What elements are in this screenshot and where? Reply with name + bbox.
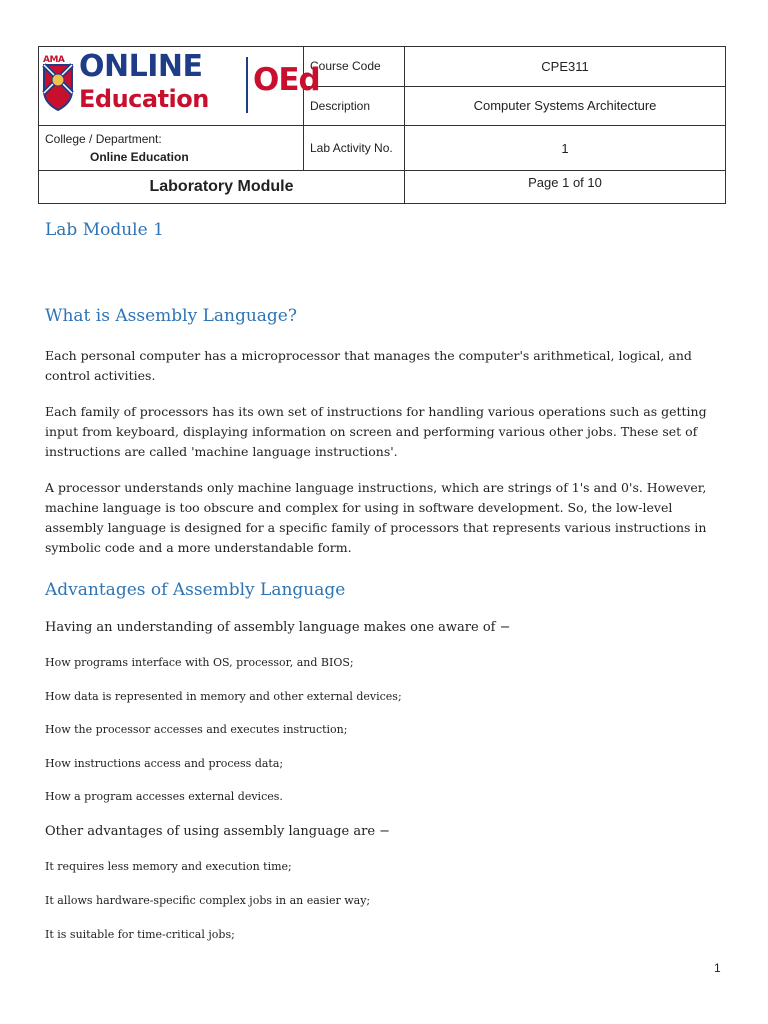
course-code-value: CPE311: [405, 47, 726, 87]
module-title: Laboratory Module: [39, 171, 405, 204]
online-education-logo: [39, 47, 320, 125]
course-header-table: [38, 46, 726, 204]
other-advantages-intro: Other advantages of using assembly language are −: [45, 824, 391, 839]
list-item: It allows hardware-specific complex jobs in an easier way;: [45, 894, 371, 907]
advantages-list: [45, 656, 402, 824]
list-item: How the processor accesses and executes instruction;: [45, 723, 348, 736]
list-item: How a program accesses external devices.: [45, 790, 283, 803]
page-of-label: Page 1 of 10: [405, 171, 726, 204]
section-what-is-assembly-body: [45, 346, 717, 574]
college-label: College / Department:: [45, 132, 162, 146]
list-item: How programs interface with OS, processor, and BIOS;: [45, 656, 354, 669]
list-item: How data is represented in memory and other external devices;: [45, 689, 402, 703]
section-advantages-title: Advantages of Assembly Language: [45, 580, 346, 600]
page-number: 1: [714, 961, 721, 975]
section-what-is-assembly-title: What is Assembly Language?: [45, 306, 297, 326]
lab-activity-label: Lab Activity No.: [304, 126, 405, 171]
logo-education-text: Education: [79, 85, 209, 113]
paragraph: Each family of processors has its own set of instructions for handling various operations such as getting input from keyboard, displaying information on screen and performing various other jobs. These set of instructions are called 'machine language instructions'.: [45, 404, 707, 459]
lab-activity-value: 1: [405, 126, 726, 171]
description-value: Computer Systems Architecture: [405, 86, 726, 126]
list-item: It requires less memory and execution time;: [45, 860, 292, 873]
ama-logo-text: AMA: [43, 55, 65, 65]
ama-shield-icon: [42, 63, 74, 111]
paragraph: Each personal computer has a microprocessor that manages the computer's arithmetical, logical, and control activities.: [45, 348, 692, 383]
other-advantages-list: [45, 860, 370, 962]
logo-divider: [246, 57, 248, 113]
list-item: It is suitable for time-critical jobs;: [45, 928, 235, 941]
course-code-label: Course Code: [304, 47, 405, 87]
logo-online-text: ONLINE: [79, 49, 203, 84]
description-label: Description: [304, 86, 405, 126]
logo-oed-text: OEd: [253, 62, 320, 98]
advantages-intro: Having an understanding of assembly language makes one aware of −: [45, 620, 511, 635]
paragraph: A processor understands only machine language instructions, which are strings of 1's and 0's. However, machine language is too obscure and complex for using in software development. So, the low-level assembly language is designed for a specific family of processors that represents various instructions in symbolic code and a more understandable form.: [45, 480, 707, 555]
list-item: How instructions access and process data;: [45, 756, 284, 770]
lab-module-title: Lab Module 1: [45, 220, 164, 240]
logo-cell: [39, 47, 320, 126]
college-department-cell: [39, 126, 304, 171]
college-value: Online Education: [90, 150, 189, 164]
